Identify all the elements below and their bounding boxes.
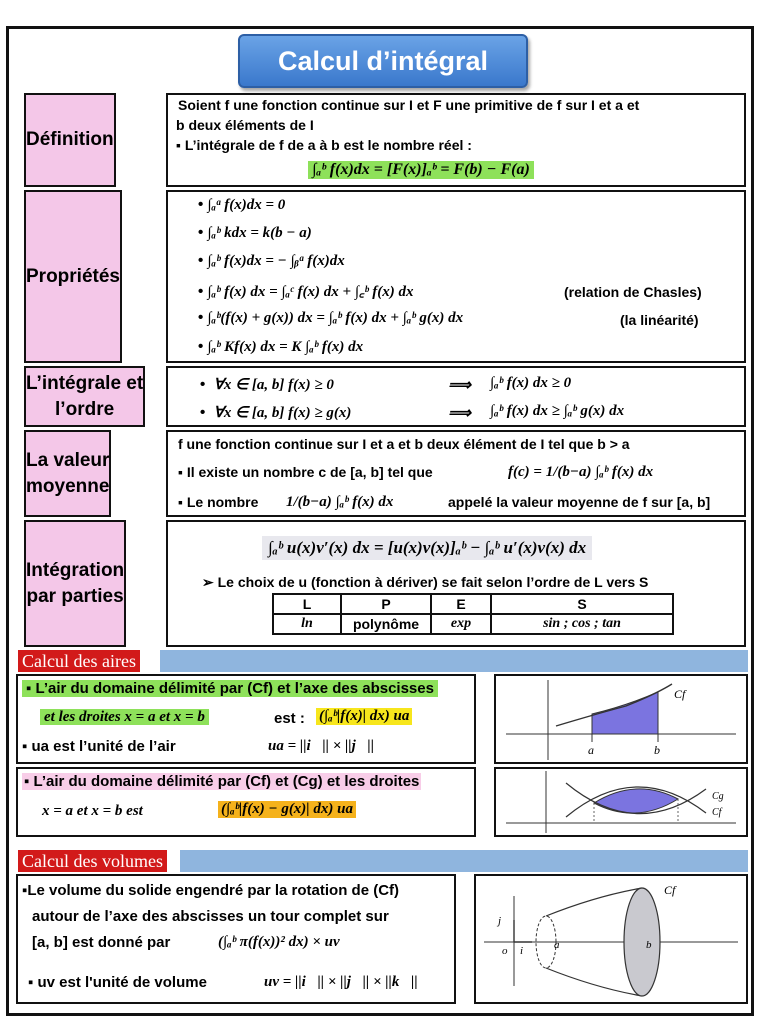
aires-panel-2	[16, 767, 476, 837]
volumes-figure	[474, 874, 748, 1004]
prop-item-6: • ∫ₐᵇ Kf(x) dx = K ∫ₐᵇ f(x) dx	[198, 338, 364, 355]
volumes-line-1: ▪Le volume du solide engendré par la rotation de (Cf)	[22, 882, 400, 899]
label-valeur-line-2: moyenne	[26, 475, 110, 497]
prop-formula-5: ∫ₐᵇ(f(x) + g(x)) dx = ∫ₐᵇ f(x) dx + ∫ₐᵇ g(x) dx	[207, 310, 464, 326]
lpes-value-ln: ln	[273, 614, 341, 634]
definition-formula: ∫ₐᵇ f(x)dx = [F(x)]ₐᵇ = F(b) − F(a)	[308, 161, 534, 179]
area-under-curve-graph	[496, 676, 746, 762]
aires-p1-line-2: et les droites x = a et x = b	[40, 708, 209, 726]
valeur-line-1: f une fonction continue sur I et a et b deux élément de I tel que b > a	[178, 436, 630, 452]
label-ordre	[24, 366, 145, 427]
ordre-res-1: ∫ₐᵇ f(x) dx ≥ 0	[490, 375, 572, 391]
aires-p1-line-3: ▪ ua est l’unité de l’air	[22, 738, 176, 755]
aires-p2-line-2: x = a et x = b est	[42, 803, 143, 819]
volumes-line-3: [a, b] est donné par	[32, 934, 171, 951]
volumes-uv: uv = ||i⃗|| × ||j⃗|| × ||k⃗||	[264, 974, 418, 990]
label-cf-2: Cf	[712, 807, 722, 818]
lpes-header-p: P	[341, 594, 431, 614]
volumes-formula: (∫ₐᵇ π(f(x))² dx) × uv	[218, 934, 340, 950]
prop-note-chasles: (relation de Chasles)	[564, 284, 702, 300]
lpes-value-exp: exp	[431, 614, 491, 634]
volumes-panel	[16, 874, 456, 1004]
ordre-res-2: ∫ₐᵇ f(x) dx ≥ ∫ₐᵇ g(x) dx	[490, 403, 625, 419]
aires-heading: Calcul des aires	[18, 650, 140, 672]
ordre-row-1: • ∀x ∈ [a, b] f(x) ≥ 0	[200, 376, 334, 393]
valeur-line-2: ▪ Il existe un nombre c de [a, b] tel que	[178, 464, 433, 480]
label-a: a	[588, 743, 594, 757]
proprietes-box	[166, 190, 746, 363]
aires-p2-formula: (∫ₐᵇ|f(x) − g(x)| dx) ua	[218, 801, 356, 818]
ordre-impl-1: ⟹	[448, 377, 471, 394]
lpes-value-polynome: polynôme	[341, 614, 431, 634]
aires-p1-ua: ua = ||i⃗|| × ||j⃗||	[268, 738, 375, 754]
label-cf: Cf	[674, 687, 686, 701]
aires-heading-bar	[160, 650, 748, 672]
ordre-row-2: • ∀x ∈ [a, b] f(x) ≥ g(x)	[200, 404, 352, 421]
label-ipp-line-2: par parties	[26, 585, 124, 607]
ipp-choix: ➢ Le choix de u (fonction à dériver) se fait selon l’ordre de L vers S	[202, 574, 649, 590]
label-proprietes: Propriétés	[24, 190, 122, 363]
prop-formula-2: ∫ₐᵇ kdx = k(b − a)	[207, 225, 312, 241]
label-o: o	[502, 945, 508, 957]
prop-note-linearite: (la linéarité)	[620, 312, 699, 328]
label-ipp-line-1: Intégration	[26, 559, 125, 581]
label-i: i⃗	[520, 945, 532, 957]
volumes-line-2: autour de l’axe des abscisses un tour complet sur	[32, 908, 389, 925]
volumes-line-4: ▪ uv est l'unité de volume	[28, 974, 207, 991]
ordre-cond-1: ∀x ∈ [a, b] f(x) ≥ 0	[213, 377, 334, 393]
definition-line-1: Soient f une fonction continue sur I et F une primitive de f sur I et a et	[178, 97, 640, 113]
prop-formula-3: ∫ₐᵇ f(x)dx = − ∫ᵦᵃ f(x)dx	[207, 253, 345, 269]
label-b: b	[654, 743, 660, 757]
ordre-cond-2: ∀x ∈ [a, b] f(x) ≥ g(x)	[213, 405, 352, 421]
aires-figure-2	[494, 767, 748, 837]
label-ordre-line-1: L’intégrale et	[26, 372, 144, 394]
prop-formula-6: ∫ₐᵇ Kf(x) dx = K ∫ₐᵇ f(x) dx	[207, 339, 364, 355]
label-ipp	[24, 520, 126, 647]
aires-panel-1	[16, 674, 476, 764]
prop-item-1: • ∫ₐᵃ f(x)dx = 0	[198, 196, 286, 213]
ordre-box	[166, 366, 746, 427]
label-cf-3: Cf	[664, 883, 676, 897]
prop-formula-1: ∫ₐᵃ f(x)dx = 0	[207, 197, 286, 213]
aires-p1-est: est :	[274, 710, 305, 727]
solid-end-disk	[624, 888, 660, 996]
lpes-header-s: S	[491, 594, 673, 614]
prop-formula-4: ∫ₐᵇ f(x) dx = ∫ₐᶜ f(x) dx + ∫꜀ᵇ f(x) dx	[207, 284, 414, 300]
aires-p1-line-1: ▪ L’air du domaine délimité par (Cf) et l’axe des abscisses	[22, 680, 438, 697]
page-title: Calcul d’intégral	[238, 34, 528, 88]
prop-item-3: • ∫ₐᵇ f(x)dx = − ∫ᵦᵃ f(x)dx	[198, 252, 345, 269]
prop-item-5: • ∫ₐᵇ(f(x) + g(x)) dx = ∫ₐᵇ f(x) dx + ∫ₐᵇ g(x) dx	[198, 309, 464, 326]
prop-item-2: • ∫ₐᵇ kdx = k(b − a)	[198, 224, 312, 241]
definition-box	[166, 93, 746, 187]
definition-line-3: ▪ L’intégrale de f de a à b est le nombre réel :	[176, 137, 472, 153]
valeur-formula-1: f(c) = 1/(b−a) ∫ₐᵇ f(x) dx	[508, 464, 654, 480]
ordre-impl-2: ⟹	[448, 405, 471, 422]
ipp-formula: ∫ₐᵇ u(x)v′(x) dx = [u(x)v(x)]ₐᵇ − ∫ₐᵇ u′(x)v(x) dx	[262, 536, 592, 560]
lpes-header-e: E	[431, 594, 491, 614]
area-between-curves-graph	[496, 769, 746, 835]
lpes-header-l: L	[273, 594, 341, 614]
valeur-box	[166, 430, 746, 517]
valeur-line-3-pre: ▪ Le nombre	[178, 494, 259, 510]
label-a-vol: a	[554, 939, 560, 951]
volumes-heading: Calcul des volumes	[18, 850, 167, 872]
prop-item-4: • ∫ₐᵇ f(x) dx = ∫ₐᶜ f(x) dx + ∫꜀ᵇ f(x) dx	[198, 283, 414, 300]
label-cg: Cg	[712, 791, 724, 802]
label-ordre-line-2: l’ordre	[55, 398, 115, 420]
label-valeur	[24, 430, 111, 517]
lpes-value-trig: sin ; cos ; tan	[491, 614, 673, 634]
aires-p1-formula: (∫ₐᵇ|f(x)| dx) ua	[316, 708, 412, 725]
aires-p2-line-1: ▪ L’air du domaine délimité par (Cf) et (Cg) et les droites	[24, 773, 420, 790]
lpes-table	[272, 593, 674, 635]
solid-of-revolution-graph	[476, 876, 746, 1002]
definition-line-2: b deux éléments de I	[176, 117, 314, 133]
valeur-formula-2: 1/(b−a) ∫ₐᵇ f(x) dx	[286, 494, 394, 510]
label-valeur-line-1: La valeur	[26, 449, 110, 471]
label-b-vol: b	[646, 939, 652, 951]
label-j: j⃗	[498, 915, 510, 927]
label-definition: Définition	[24, 93, 116, 187]
volumes-heading-bar	[180, 850, 748, 872]
valeur-line-3-post: appelé la valeur moyenne de f sur [a, b]	[448, 494, 711, 510]
aires-figure-1	[494, 674, 748, 764]
